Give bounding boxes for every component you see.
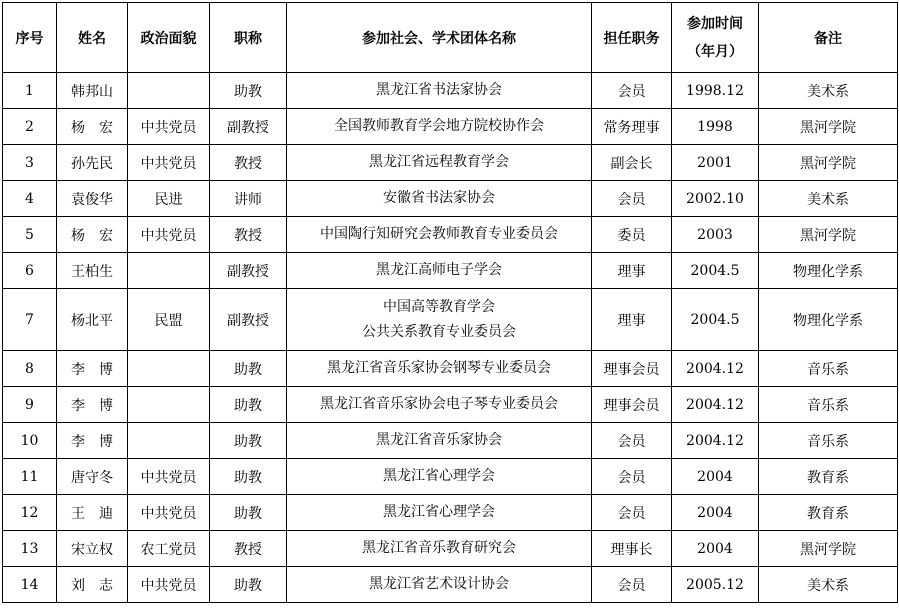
cell-role: 理事会员 [592,351,672,387]
cell-org-line: 全国教师教育学会地方院校协作会 [334,118,544,134]
cell-name: 李 博 [57,387,128,423]
cell-politics: 中共党员 [128,567,210,603]
cell-role: 会员 [592,423,672,459]
cell-politics [128,423,210,459]
header-no: 序号 [3,3,57,73]
cell-name: 袁俊华 [57,181,128,217]
cell-time: 2004.5 [672,253,759,289]
cell-note: 音乐系 [759,351,898,387]
cell-no: 14 [3,567,57,603]
cell-org-line: 中国高等教育学会 [383,298,495,315]
cell-org [287,531,592,567]
cell-no: 3 [3,145,57,181]
cell-name: 杨北平 [57,289,128,351]
cell-time: 1998.12 [672,73,759,109]
cell-org [287,495,592,531]
cell-role: 常务理事 [592,109,672,145]
cell-org [287,387,592,423]
cell-name: 李 博 [57,423,128,459]
cell-org-line: 安徽省书法家协会 [383,190,495,206]
cell-no: 12 [3,495,57,531]
cell-no: 13 [3,531,57,567]
cell-title: 助教 [210,459,287,495]
cell-name: 杨 宏 [57,109,128,145]
cell-org-line: 黑龙江省心理学会 [383,504,495,520]
cell-politics: 中共党员 [128,459,210,495]
cell-no: 4 [3,181,57,217]
cell-name: 王柏生 [57,253,128,289]
cell-politics: 农工党员 [128,531,210,567]
cell-title: 助教 [210,495,287,531]
cell-note: 黑河学院 [759,109,898,145]
cell-org [287,145,592,181]
cell-org-line: 黑龙江省书法家协会 [376,82,502,98]
cell-time: 2004.12 [672,423,759,459]
table-row [3,423,898,459]
cell-org-line: 黑龙江高师电子学会 [376,262,502,278]
cell-politics: 中共党员 [128,217,210,253]
cell-title: 助教 [210,73,287,109]
cell-title: 副教授 [210,253,287,289]
cell-title: 助教 [210,387,287,423]
header-politics: 政治面貌 [128,3,210,73]
cell-note: 黑河学院 [759,145,898,181]
cell-org [287,73,592,109]
cell-note: 美术系 [759,181,898,217]
cell-time: 2005.12 [672,567,759,603]
table-row [3,387,898,423]
cell-name: 孙先民 [57,145,128,181]
cell-org-line: 黑龙江省音乐教育研究会 [362,540,516,556]
cell-role: 会员 [592,567,672,603]
cell-note: 美术系 [759,73,898,109]
cell-name: 韩邦山 [57,73,128,109]
cell-title: 教授 [210,217,287,253]
cell-time: 2002.10 [672,181,759,217]
header-note: 备注 [759,3,898,73]
cell-time: 2003 [672,217,759,253]
cell-title: 副教授 [210,109,287,145]
header-time-line2: （年月） [687,43,743,60]
cell-role: 会员 [592,73,672,109]
cell-politics: 中共党员 [128,109,210,145]
table-body [3,73,898,603]
cell-name: 刘 志 [57,567,128,603]
header-row [3,3,898,73]
cell-no: 10 [3,423,57,459]
cell-org [287,459,592,495]
header-name: 姓名 [57,3,128,73]
cell-note: 教育系 [759,459,898,495]
cell-role: 会员 [592,495,672,531]
cell-time: 1998 [672,109,759,145]
cell-name: 唐守冬 [57,459,128,495]
cell-no: 8 [3,351,57,387]
header-time-line1: 参加时间 [687,15,743,32]
cell-title: 副教授 [210,289,287,351]
cell-org [287,253,592,289]
table-row [3,73,898,109]
header-org: 参加社会、学术团体名称 [287,3,592,73]
cell-role: 副会长 [592,145,672,181]
cell-name: 宋立权 [57,531,128,567]
cell-org-line: 黑龙江省艺术设计协会 [369,576,509,592]
cell-title: 教授 [210,531,287,567]
cell-note: 黑河学院 [759,217,898,253]
cell-time: 2004 [672,459,759,495]
cell-time: 2004 [672,495,759,531]
table-row [3,495,898,531]
header-time [672,3,759,73]
cell-org [287,423,592,459]
table-row [3,531,898,567]
table-row [3,181,898,217]
cell-note: 音乐系 [759,423,898,459]
cell-politics [128,253,210,289]
cell-role: 理事 [592,253,672,289]
cell-role: 委员 [592,217,672,253]
cell-politics [128,351,210,387]
cell-role: 会员 [592,181,672,217]
cell-role: 理事长 [592,531,672,567]
cell-note: 物理化学系 [759,253,898,289]
cell-org-line: 黑龙江省音乐家协会钢琴专业委员会 [327,360,551,376]
table-row [3,217,898,253]
table-row [3,567,898,603]
cell-note: 音乐系 [759,387,898,423]
cell-role: 理事 [592,289,672,351]
cell-org-line: 公共关系教育专业委员会 [362,323,516,340]
cell-no: 9 [3,387,57,423]
cell-title: 助教 [210,567,287,603]
cell-time: 2001 [672,145,759,181]
cell-org [287,289,592,351]
cell-note: 教育系 [759,495,898,531]
cell-name: 杨 宏 [57,217,128,253]
table-row [3,459,898,495]
cell-politics: 民进 [128,181,210,217]
table-row [3,351,898,387]
table-row [3,289,898,351]
cell-title: 讲师 [210,181,287,217]
cell-title: 助教 [210,423,287,459]
cell-politics [128,387,210,423]
cell-no: 1 [3,73,57,109]
cell-title: 教授 [210,145,287,181]
cell-org [287,351,592,387]
cell-org-line: 黑龙江省远程教育学会 [369,154,509,170]
cell-time: 2004.5 [672,289,759,351]
cell-org-line: 中国陶行知研究会教师教育专业委员会 [320,226,558,242]
cell-role: 理事会员 [592,387,672,423]
table-row [3,145,898,181]
cell-no: 2 [3,109,57,145]
cell-no: 5 [3,217,57,253]
cell-time: 2004.12 [672,351,759,387]
cell-no: 6 [3,253,57,289]
cell-politics: 中共党员 [128,145,210,181]
membership-table [2,2,898,603]
cell-role: 会员 [592,459,672,495]
cell-org-line: 黑龙江省音乐家协会 [376,432,502,448]
cell-name: 王 迪 [57,495,128,531]
table-row [3,109,898,145]
cell-no: 11 [3,459,57,495]
cell-politics: 民盟 [128,289,210,351]
cell-name: 李 博 [57,351,128,387]
cell-org-line: 黑龙江省音乐家协会电子琴专业委员会 [320,396,558,412]
cell-note: 物理化学系 [759,289,898,351]
cell-no: 7 [3,289,57,351]
cell-org [287,567,592,603]
cell-politics [128,73,210,109]
cell-org [287,217,592,253]
cell-org [287,109,592,145]
cell-org [287,181,592,217]
cell-time: 2004.12 [672,387,759,423]
cell-note: 黑河学院 [759,531,898,567]
header-role: 担任职务 [592,3,672,73]
cell-note: 美术系 [759,567,898,603]
cell-title: 助教 [210,351,287,387]
cell-org-line: 黑龙江省心理学会 [383,468,495,484]
header-title: 职称 [210,3,287,73]
table-row [3,253,898,289]
cell-time: 2004 [672,531,759,567]
cell-politics: 中共党员 [128,495,210,531]
